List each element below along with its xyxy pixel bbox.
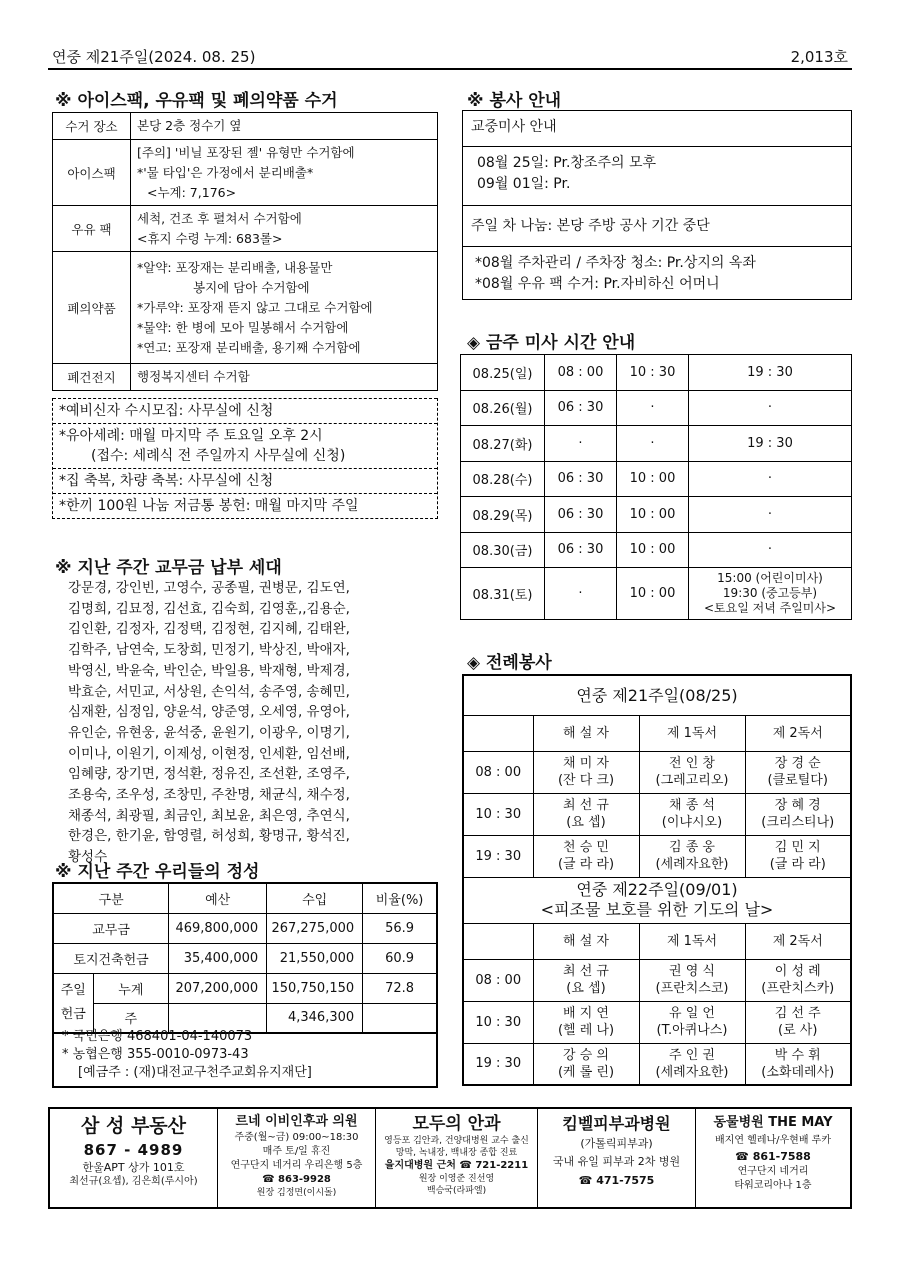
finance-income: 21,550,000: [267, 943, 363, 973]
mass-date: 08.25(일): [461, 355, 545, 391]
issue-number: 2,013호: [790, 48, 848, 66]
mass-date: 08.30(금): [461, 532, 545, 568]
liturgy-header: 제 1독서: [639, 923, 745, 959]
collect-key: 수거 장소: [53, 113, 131, 140]
collect-key: 우유 팩: [53, 206, 131, 252]
ad-strip: [48, 1107, 852, 1209]
mass-time: 15:00 (어린이미사) 19:30 (중고등부) <토요일 저녁 주일미사>: [689, 568, 852, 620]
mass-time: 06 : 30: [545, 497, 617, 533]
ad-eye-clinic: 모두의 안과 영등포 김안과, 건양대병원 교수 출신 망막, 녹내장, 백내장 종합 진료 을지대병원 근처 ☎ 721-2211 원장 이영준 진선영 백승국(라파엘): [376, 1109, 538, 1207]
liturgy-time: 08 : 00: [463, 959, 533, 1001]
finance-header: 수입: [267, 883, 363, 913]
ad-dermatology: 킴벨피부과병원 (가톨릭피부과) 국내 유일 피부과 2차 병원 ☎ 471-7575: [538, 1109, 696, 1207]
finance-ratio: 56.9: [363, 913, 437, 943]
collect-key: 폐건전지: [53, 364, 131, 391]
liturgy-person: 채 종 석 (이냐시오): [639, 793, 745, 835]
duty-lines: *08월 주차관리 / 주차장 청소: Pr.상지의 옥좌 *08월 우유 팩 수거: Pr.자비하신 어머니: [475, 255, 756, 292]
liturgy-person: 장 경 순 (클로틸다): [745, 751, 851, 793]
liturgy-person: 김 종 웅 (세례자요한): [639, 835, 745, 877]
collect-value: *알약: 포장재는 분리배출, 내용물만 봉지에 담아 수거함에 *가루약: 포장재 뜯지 않고 그대로 수거함에 *물약: 한 병에 모아 밀봉해서 수거함에 *연고: 포장재 분리배출, 용기째 수거함에: [131, 252, 438, 364]
notice-item: *유아세례: 매월 마지막 주 토요일 오후 2시 (접수: 세례식 전 주일까지 사무실에 신청): [53, 423, 437, 468]
liturgy-person: 김 민 지 (글 라 라): [745, 835, 851, 877]
liturgy-person: 채 미 자 (잔 다 크): [533, 751, 639, 793]
mass-time: ·: [545, 568, 617, 620]
mass-time: ·: [689, 532, 852, 568]
liturgy-person: 배 지 연 (헬 레 나): [533, 1001, 639, 1043]
mass-time: 19 : 30: [689, 426, 852, 462]
liturgy-person: 장 혜 경 (크리스티나): [745, 793, 851, 835]
collect-table: [52, 112, 438, 391]
liturgy-time: 19 : 30: [463, 1043, 533, 1085]
bank-account: * 국민은행 468401-04-140073: [62, 1029, 253, 1044]
mass-date: 08.31(토): [461, 568, 545, 620]
mass-time: 10 : 00: [617, 532, 689, 568]
mass-date: 08.28(수): [461, 461, 545, 497]
collect-value: 행정복지센터 수거함: [131, 364, 438, 391]
liturgy-header: 제 2독서: [745, 923, 851, 959]
mass-time: 08 : 00: [545, 355, 617, 391]
collect-value: 본당 2층 정수기 옆: [131, 113, 438, 140]
header-rule: [48, 68, 852, 70]
ad-animal-hospital: 동물병원 THE MAY 배지연 헬레나/우현배 루카 ☎ 861-7588 연구단지 네거리 타워코리아나 1층: [713, 1115, 833, 1191]
collect-key: 아이스팩: [53, 140, 131, 206]
mass-time: 19 : 30: [689, 355, 852, 391]
mass-time: 10 : 00: [617, 497, 689, 533]
mass-time: 10 : 00: [617, 461, 689, 497]
liturgy-header-blank: [463, 715, 533, 751]
finance-table: [52, 882, 438, 1034]
collect-key: 폐의약품: [53, 252, 131, 364]
cumulative-ratio: 72.8: [363, 973, 437, 1003]
liturgy-header: 해 설 자: [533, 923, 639, 959]
mass-date: 08.27(화): [461, 426, 545, 462]
liturgy-person: 강 승 의 (케 롤 린): [533, 1043, 639, 1085]
finance-ratio: 60.9: [363, 943, 437, 973]
cumulative-budget: 207,200,000: [169, 973, 267, 1003]
mass-time: 10 : 00: [617, 568, 689, 620]
liturgy-title: ◈ 전례봉사: [467, 653, 552, 673]
week2-title: 연중 제22주일(09/01) <피조물 보호를 위한 기도의 날>: [463, 877, 851, 923]
collect-value: [주의] '비닐 포장된 젤' 유형만 수거함에 *'물 타입'은 가정에서 분리배출* <누계: 7,176>: [131, 140, 438, 206]
collect-value: 세척, 건조 후 펼쳐서 수거함에 <휴지 수령 누계: 683롤>: [131, 206, 438, 252]
liturgy-person: 주 인 권 (세례자요한): [639, 1043, 745, 1085]
liturgy-person: 권 영 식 (프란치스코): [639, 959, 745, 1001]
mass-time: 10 : 30: [617, 355, 689, 391]
collect-title: ※ 아이스팩, 우유팩 및 폐의약품 수거: [55, 91, 338, 111]
liturgy-header: 해 설 자: [533, 715, 639, 751]
liturgy-person: 이 성 례 (프란치스카): [745, 959, 851, 1001]
mass-time: 06 : 30: [545, 532, 617, 568]
week1-title: 연중 제21주일(08/25): [463, 675, 851, 715]
finance-income: 267,275,000: [267, 913, 363, 943]
service-box: [462, 110, 852, 300]
mass-times-table: [460, 354, 852, 620]
liturgy-header: 제 2독서: [745, 715, 851, 751]
finance-budget: 469,800,000: [169, 913, 267, 943]
notice-item: *집 축복, 차량 축복: 사무실에 신청: [53, 468, 437, 493]
liturgy-person: 천 승 민 (글 라 라): [533, 835, 639, 877]
ad-realestate: 삼 성 부동산 867 - 4989 한울APT 상가 101호 최선규(요셉), 김은희(루시아): [50, 1109, 218, 1207]
mass-time: ·: [617, 426, 689, 462]
donors-title: ※ 지난 주간 교무금 납부 세대: [55, 558, 282, 578]
service-title: ※ 봉사 안내: [467, 91, 562, 111]
mass-time: 06 : 30: [545, 390, 617, 426]
finance-header: 비율(%): [363, 883, 437, 913]
mass-time: ·: [689, 497, 852, 533]
cumulative-income: 150,750,150: [267, 973, 363, 1003]
donor-names: 강문경, 강인빈, 고영수, 공종필, 권병문, 김도연, 김명희, 김묘정, 김선효, 김숙희, 김영훈,,김용순, 김인환, 김정자, 김정택, 김정현, 김지혜, 김태완, 김학주, 남연숙, 도창희, 민정기, 박상진, 박애자, 박영신, 박윤숙, 박인순, 박일용, 박재형, 박제경, 박효순, 서민교, 서상원, 손익석, 송주영, 송혜민, 심재환, 심정임, 양윤석, 양준영, 오세영, 유영아, 유인순, 유현웅, 윤석중, 윤원기, 이광우, 이명기, 이미나, 이원기, 이제성, 이현정, 인세환, 임선배, 임혜량, 장기면, 정석환, 정유진, 조선환, 조영주, 조용숙, 조우성, 조창민, 주찬명, 채균식, 채수정, 채종석, 최광필, 최금인, 최보윤, 최은영, 추연식, 한경은, 한기윤, 함영렬, 허성희, 황명규, 황석진, 황성수: [68, 580, 350, 866]
finance-header: 예산: [169, 883, 267, 913]
mass-time: ·: [689, 390, 852, 426]
notice-item: *한끼 100원 나눔 저금통 봉헌: 매월 마지막 주일: [53, 493, 437, 518]
mass-date: 08.29(목): [461, 497, 545, 533]
bank-account: * 농협은행 355-0010-0973-43: [62, 1047, 249, 1062]
finance-title: ※ 지난 주간 우리들의 정성: [55, 862, 260, 882]
notices-box: [52, 398, 438, 519]
mass-time: 06 : 30: [545, 461, 617, 497]
finance-header: 구분: [53, 883, 169, 913]
mass-time: ·: [545, 426, 617, 462]
tea-sharing: 주일 차 나눔: 본당 주방 공사 기간 중단: [463, 205, 851, 247]
liturgy-time: 10 : 30: [463, 793, 533, 835]
mass-guide-lines: 08월 25일: Pr.창조주의 모후 09월 01일: Pr.: [477, 155, 657, 192]
liturgy-time: 19 : 30: [463, 835, 533, 877]
finance-budget: 35,400,000: [169, 943, 267, 973]
liturgy-header-blank: [463, 923, 533, 959]
liturgy-person: 최 선 규 (요 셉): [533, 793, 639, 835]
liturgy-time: 10 : 30: [463, 1001, 533, 1043]
liturgy-time: 08 : 00: [463, 751, 533, 793]
liturgy-header: 제 1독서: [639, 715, 745, 751]
bulletin-date: 연중 제21주일(2024. 08. 25): [52, 48, 256, 66]
notice-item: *예비신자 수시모집: 사무실에 신청: [53, 398, 437, 423]
account-holder: [예금주 : (재)대전교구천주교회유지재단]: [78, 1065, 312, 1080]
sunday-offering-label: 주일 헌금: [53, 973, 93, 1033]
finance-label: 토지건축헌금: [53, 943, 169, 973]
finance-label: 교무금: [53, 913, 169, 943]
bank-accounts: [52, 1022, 438, 1088]
mass-guide-title: 교중미사 안내: [463, 111, 851, 147]
week-income: 4,346,300: [267, 1003, 363, 1033]
mass-date: 08.26(월): [461, 390, 545, 426]
mass-time: ·: [689, 461, 852, 497]
liturgy-person: 김 선 주 (로 사): [745, 1001, 851, 1043]
ad-ent-clinic: 르네 이비인후과 의원 주중(월~금) 09:00~18:30 매주 토/일 휴진 연구단지 네거리 우리은행 5층 ☎ 863-9928 원장 김정면(이시돌): [218, 1109, 376, 1207]
mass-times-title: ◈ 금주 미사 시간 안내: [467, 333, 636, 353]
cumulative-label: 누계: [93, 973, 169, 1003]
liturgy-person: 박 수 휘 (소화데레사): [745, 1043, 851, 1085]
week-label: 주: [93, 1003, 169, 1033]
liturgy-table: [462, 674, 852, 1086]
liturgy-person: 최 선 규 (요 셉): [533, 959, 639, 1001]
mass-time: ·: [617, 390, 689, 426]
liturgy-person: 유 일 언 (T.아퀴나스): [639, 1001, 745, 1043]
liturgy-person: 전 인 창 (그레고리오): [639, 751, 745, 793]
